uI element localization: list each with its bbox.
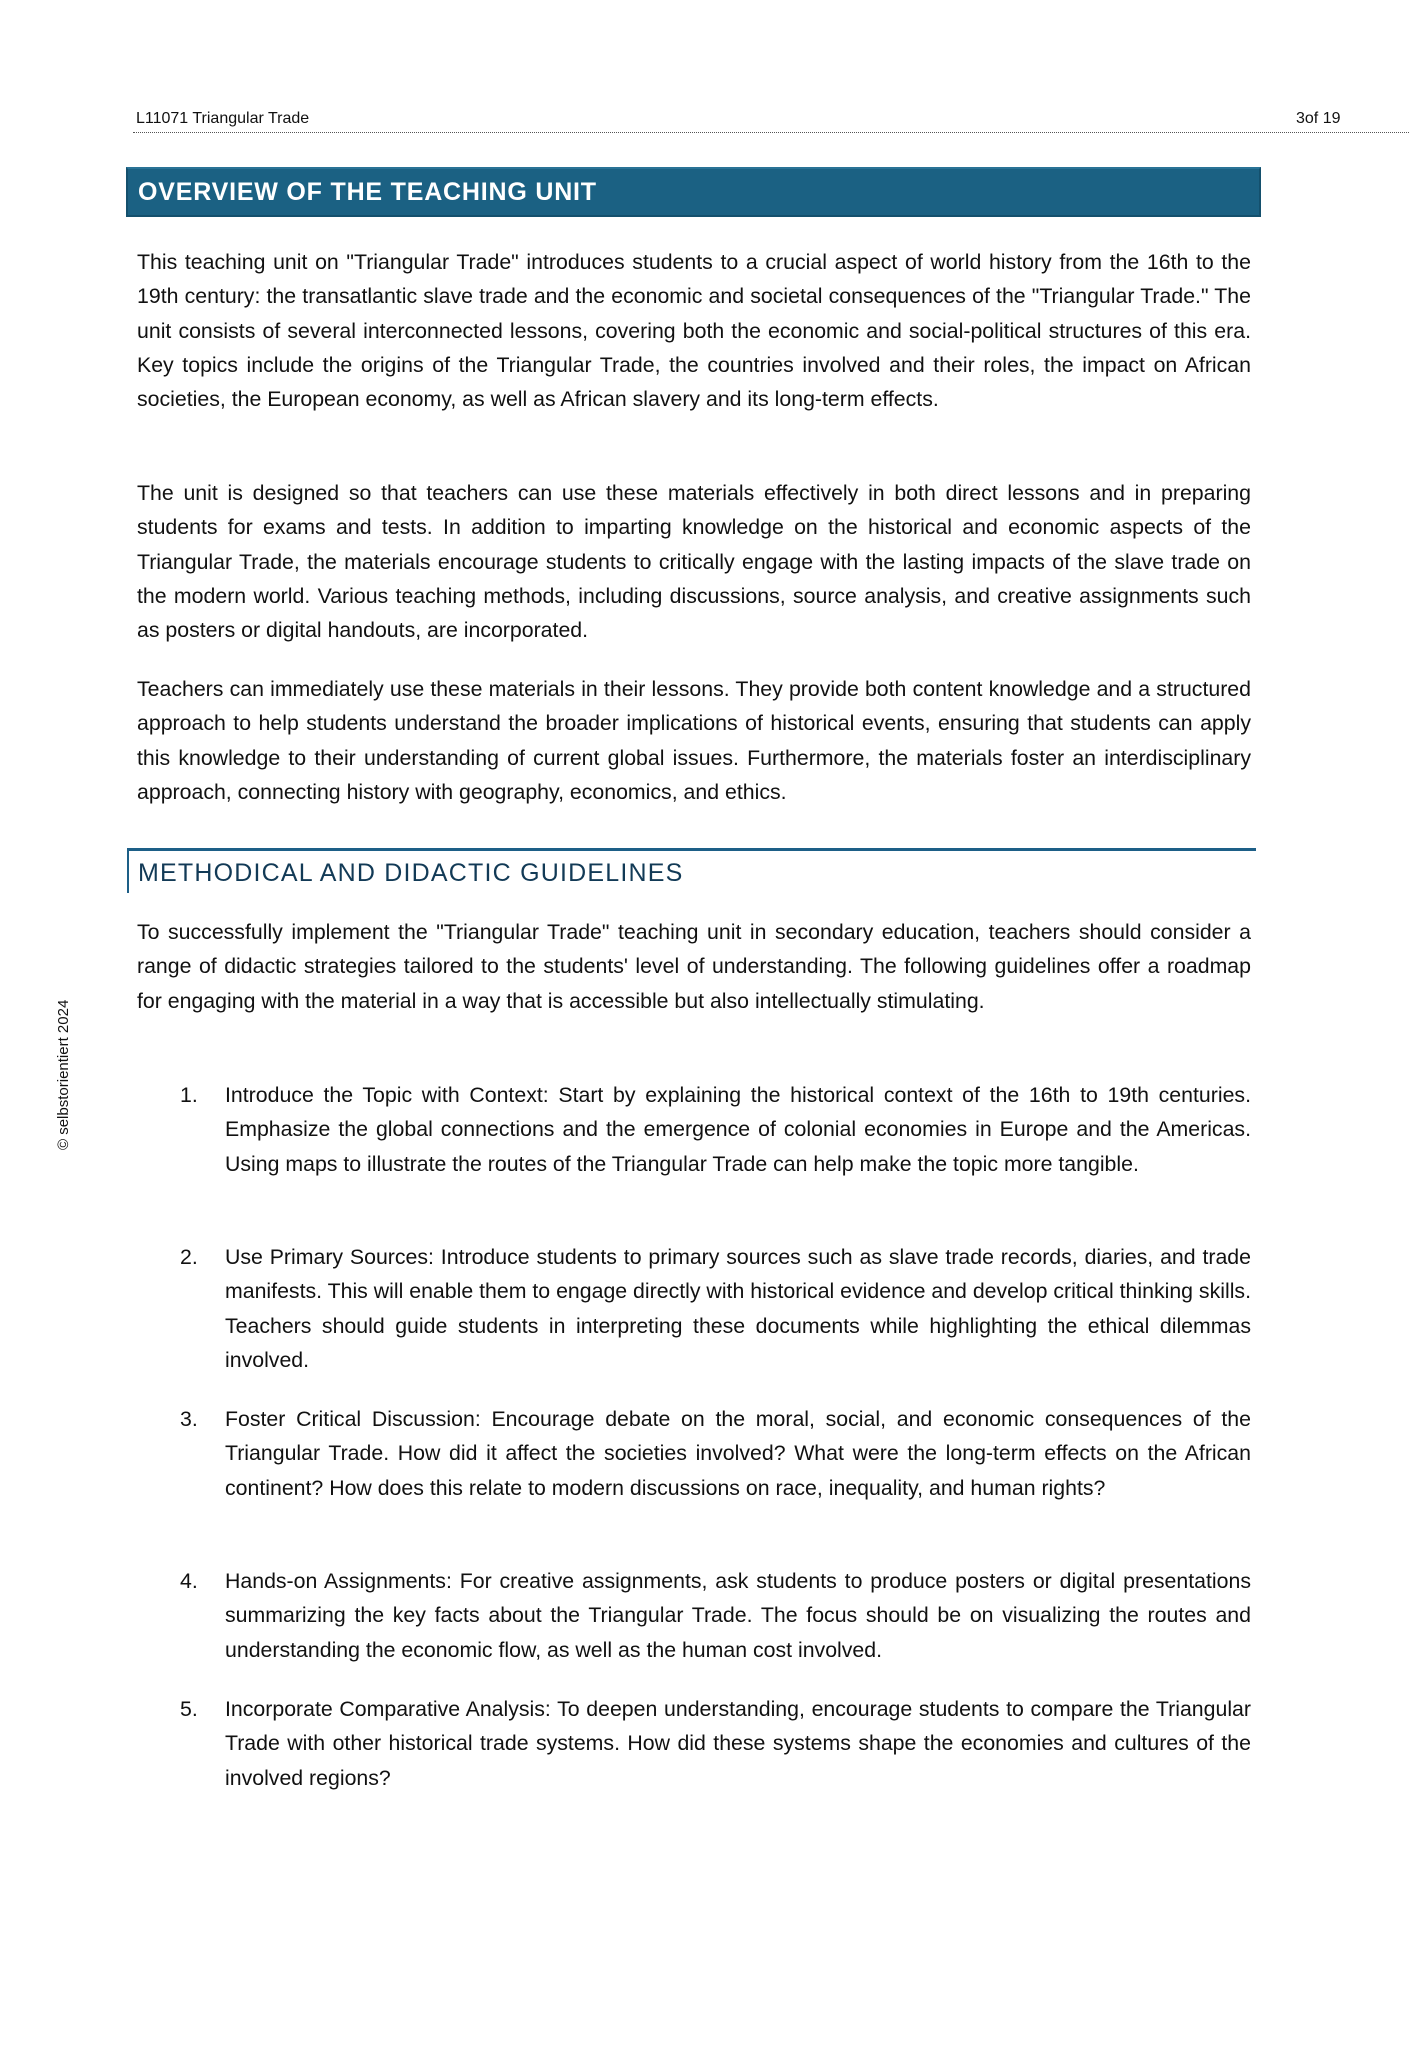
section-heading-guidelines: METHODICAL AND DIDACTIC GUIDELINES — [138, 859, 684, 887]
page-number: 3of 19 — [1296, 110, 1341, 127]
guidelines-intro: To successfully implement the "Triangular Trade" teaching unit in secondary education, teachers should consider a range of didactic strategies tailored to the students' level of understanding. The following guidelines offer a roadmap for engaging with the material in a way that is accessible but also intellectually stimulating. — [137, 920, 1251, 1013]
list-text: Use Primary Sources: Introduce students to primary sources such as slave trade records, diaries, and trade manifests. This will enable them to engage directly with historical evidence and develop critical thinking skills. Teachers should guide students in interpreting these documents while highlighting the ethical dilemmas involved. — [225, 1245, 1251, 1372]
list-text: Introduce the Topic with Context: Start by explaining the historical context of the 16th to 19th centuries. Emphasize the global connections and the emergence of colonial economies in Europe and the Americas. Using maps to illustrate the routes of the Triangular Trade can help make the topic more tangible. — [225, 1083, 1251, 1176]
paragraph — [137, 672, 1251, 809]
list-item — [180, 1240, 1251, 1377]
list-number: 4. — [180, 1569, 198, 1593]
list-number: 3. — [180, 1407, 198, 1431]
list-text: Hands-on Assignments: For creative assignments, ask students to produce posters or digital presentations summarizing the key facts about the Triangular Trade. The focus should be on visualizing the routes and understanding the economic flow, as well as the human cost involved. — [225, 1569, 1251, 1662]
paragraph — [137, 476, 1251, 647]
paragraph — [137, 915, 1251, 1018]
list-text: Foster Critical Discussion: Encourage debate on the moral, social, and economic consequences of the Triangular Trade. How did it affect the societies involved? What were the long-term effects on the African continent? How does this relate to modern discussions on race, inequality, and human rights? — [225, 1407, 1251, 1500]
section-heading-overview: OVERVIEW OF THE TEACHING UNIT — [138, 178, 597, 206]
paragraph — [137, 245, 1251, 416]
list-text: Incorporate Comparative Analysis: To deepen understanding, encourage students to compare the Triangular Trade with other historical trade systems. How did these systems shape the economies and cultures of the involved regions? — [225, 1697, 1251, 1790]
list-item — [180, 1402, 1251, 1505]
overview-paragraph-3: Teachers can immediately use these materials in their lessons. They provide both content knowledge and a structured approach to help students understand the broader implications of historical events, ensuring that students can apply this knowledge to their understanding of current global issues. Furthermore, the materials foster an interdisciplinary approach, connecting history with geography, economics, and ethics. — [137, 677, 1251, 804]
list-item — [180, 1078, 1251, 1181]
section-heading-guidelines-box — [127, 848, 1256, 893]
list-number: 1. — [180, 1083, 198, 1107]
document-title: L11071 Triangular Trade — [136, 110, 310, 127]
list-item — [180, 1564, 1251, 1667]
section-banner-overview — [126, 167, 1261, 217]
overview-paragraph-1: This teaching unit on "Triangular Trade" introduces students to a crucial aspect of world history from the 16th to the 19th century: the transatlantic slave trade and the economic and societal consequences of the "Triangular Trade." The unit consists of several interconnected lessons, covering both the economic and social-political structures of this era. Key topics include the origins of the Triangular Trade, the countries involved and their roles, the impact on African societies, the European economy, as well as African slavery and its long-term effects. — [137, 250, 1251, 412]
copyright-notice: © selbstorientiert 2024 — [55, 999, 72, 1150]
list-item — [180, 1692, 1251, 1795]
page-header — [133, 108, 1409, 133]
list-number: 5. — [180, 1697, 198, 1721]
list-number: 2. — [180, 1245, 198, 1269]
overview-paragraph-2: The unit is designed so that teachers can use these materials effectively in both direct lessons and in preparing students for exams and tests. In addition to imparting knowledge on the historical and economic aspects of the Triangular Trade, the materials encourage students to critically engage with the lasting impacts of the slave trade on the modern world. Various teaching methods, including discussions, source analysis, and creative assignments such as posters or digital handouts, are incorporated. — [137, 481, 1251, 643]
